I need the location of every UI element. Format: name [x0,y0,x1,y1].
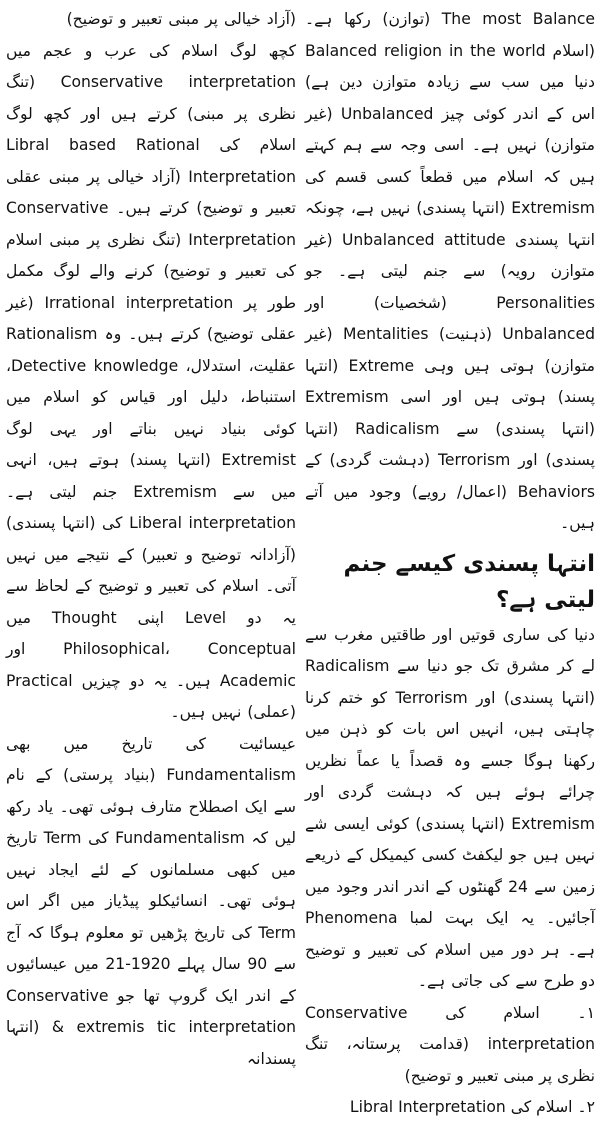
list-item-libral: ۲۔ اسلام کی Libral Interpretation [349,1098,595,1116]
list-item-conservative: ۱۔ اسلام کی Conservative interpretation (قدامت پرستانہ، تنگ نظری پر مبنی تعبیر و توضیح) [305,1003,595,1085]
right-column [305,4,596,1116]
left-column [6,4,297,1068]
left-paragraph-interpretations: کچھ لوگ اسلام کی عرب و عجم میں Conservative interpretation (تنگ نظری پر مبنی) کرتے ہیں اور کچھ لوگ اسلام کی Libral based Rational Interpretation (آزاد خیالی پر مبنی عقلی تعبیر و توضیح) کرتے ہیں۔ Conservative Interpretation (تنگ نظری پر مبنی اسلام کی تعبیر و توضیح) کرنے والے لوگ مکمل طور پر Irrational interpretation (غیر عقلی توضیح) کرتے ہیں۔ وہ Rationalism عقلیت، استدلال، Detective knowledge، استنباط، دلیل اور قیاس کو اسلام میں کوئی بنیاد نہیں بناتے اور یہی لوگ Extremist (انتہا پسند) ہوتے ہیں، انہی میں سے Extremism جنم لیتی ہے۔ Liberal interpretation کی (انتہا پسندی) (آزادانہ توضیح و تعبیر) کے نتیجے میں نہیں آتی۔ اسلام کی تعبیر و توضیح کے لحاظ سے یہ دو Level اپنی Thought میں Philosophical، Conceptual اور Academic ہیں۔ یہ دو چیزیں Practical (عملی) نہیں ہیں۔ [6,41,297,721]
section-heading-extremism-origin: انتہا پسندی کیسے جنم لیتی ہے؟ [343,550,595,613]
left-paragraph-liberal-note: (آزاد خیالی پر مبنی تعبیر و توضیح) [66,10,296,28]
left-paragraph-fundamentalism: عیسائیت کی تاریخ میں بھی Fundamentalism (بنیاد پرستی) کے نام سے ایک اصطلاح متارف ہوئی تھی۔ یاد رکھ لیں کہ Fundamentalism کی Term تاریخ میں کبھی مسلمانوں کے لئے ایجاد نہیں ہوئی تھی۔ انسائیکلو پیڈیاز میں اگر اس Term کی تاریخ پڑھیں تو معلوم ہوگا کہ آج سے 90 سال پہلے 1920-21 میں عیسائیوں کے اندر ایک گروپ تھا جو Conservative & extremis tic interpretation (انتہا پسندانہ [6,734,296,1068]
right-paragraph-world-powers: دنیا کی ساری قوتیں اور طاقتیں مغرب سے لے کر مشرق تک جو دنیا سے Radicalism (انتہا پسندی) اور Terrorism کو ختم کرنا چاہتی ہیں، انہیں اس بات کو ذہن میں رکھنا ہوگا جسے وہ قصداً یا عماً نظریں چرائے ہوئے ہیں کہ دہشت گردی اور Extremism (انتہا پسندی) کوئی ایسی شے نہیں ہیں جو لیکفٹ کسی کیمیکل کے ذریعے زمین سے 24 گھنٹوں کے اندر اندر وجود میں آجائیں۔ یہ ایک بہت لمبا Phenomena ہے۔ ہر دور میں اسلام کی تعبیر و توضیح دو طرح سے کی جاتی ہے۔ [305,625,595,990]
right-paragraph-balance: The most Balance (توازن) رکھا ہے۔ (اسلام Balanced religion in the world دنیا میں سب سے زیادہ متوازن دین ہے) اس کے اندر کوئی چیز Unbalanced (غیر متوازن) نہیں ہے۔ اسی وجہ سے ہم کہتے ہیں کہ اسلام میں قطعاً کسی قسم کی Extremism (انتہا پسندی) نہیں ہے، چونکہ انتہا پسندی Unbalanced attitude (غیر متوازن رویہ) سے جنم لیتی ہے۔ جو Personalities (شخصیات) اور Unbalanced (ذہنیت) Mentalities (غیر متوازن) ہوتی ہیں وہی Extreme (انتہا پسند) ہوتی ہیں اور اسی Extremism (انتہا پسندی) سے Radicalism (انتہا پسندی) اور Terrorism (دہشت گردی) کے Behaviors (اعمال/ رویے) وجود میں آتے ہیں۔ [305,10,596,532]
